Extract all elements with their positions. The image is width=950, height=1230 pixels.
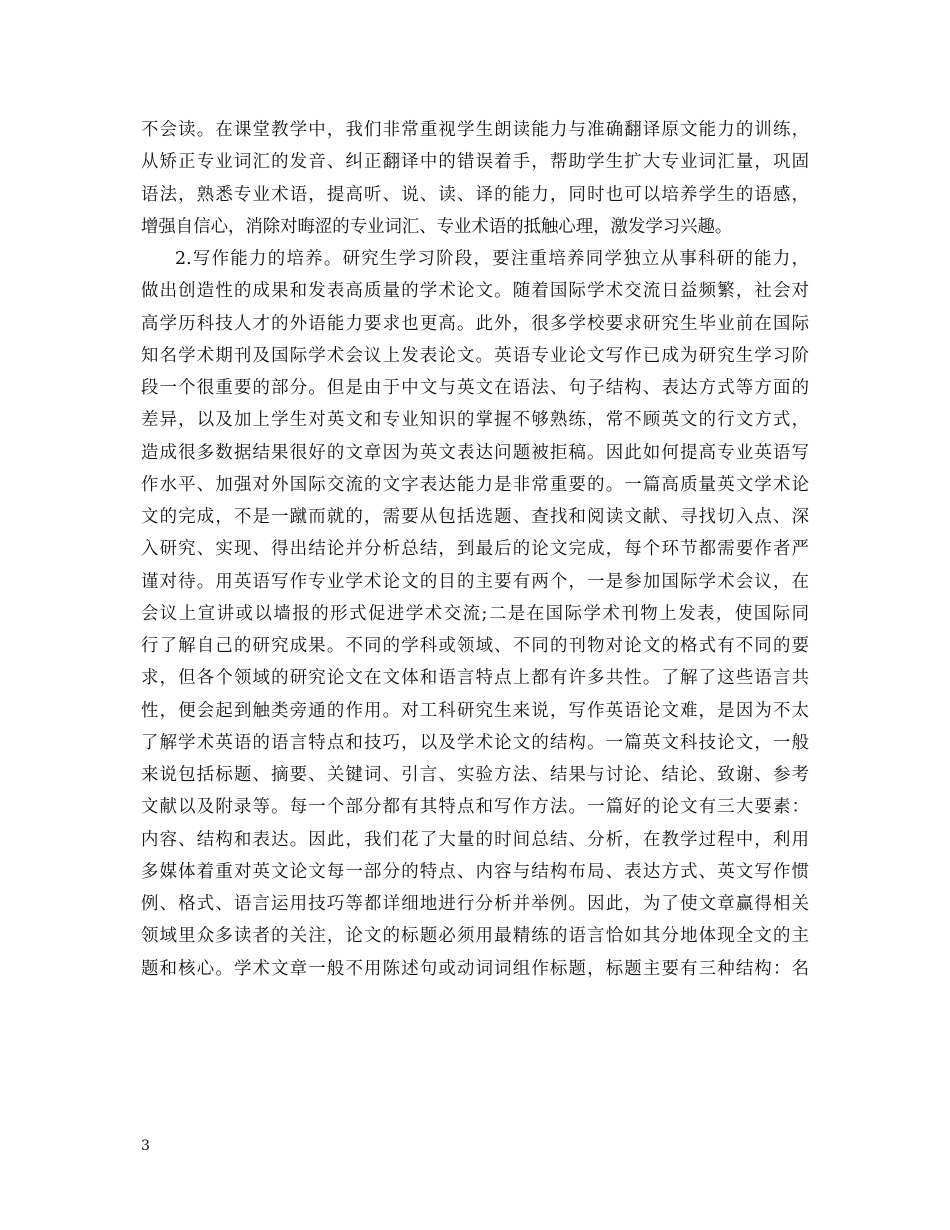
text-line: 行了解自己的研究成果。不同的学科或领域、不同的刊物对论文的格式有不同的要 [141, 636, 809, 656]
text-line: 从矫正专业词汇的发音、纠正翻译中的错误着手，帮助学生扩大专业词汇量，巩固 [141, 152, 809, 173]
text-line: 会议上宣讲或以墙报的形式促进学术交流;二是在国际学术刊物上发表，使国际同 [141, 603, 809, 624]
text-line: 段一个很重要的部分。但是由于中文与英文在语法、句子结构、表达方式等方面的 [141, 378, 809, 398]
text-line: 语法，熟悉专业术语，提高听、说、读、译的能力，同时也可以培养学生的语感， [141, 184, 809, 205]
text-line: 来说包括标题、摘要、关键词、引言、实验方法、结果与讨论、结论、致谢、参考 [141, 765, 809, 785]
text-line: 不会读。在课堂教学中，我们非常重视学生朗读能力与准确翻译原文能力的训练， [141, 120, 809, 140]
text-line: 题和核心。学术文章一般不用陈述句或动词词组作标题，标题主要有三种结构：名 [141, 958, 809, 979]
text-line: 求，但各个领域的研究论文在文体和语言特点上都有许多共性。了解了这些语言共 [141, 668, 809, 689]
text-line: 差异，以及加上学生对英文和专业知识的掌握不够熟练，常不顾英文的行文方式， [141, 410, 809, 431]
body-text [141, 114, 809, 985]
text-line: 高学历科技人才的外语能力要求也更高。此外，很多学校要求研究生毕业前在国际 [141, 313, 809, 334]
text-line: 例、格式、语言运用技巧等都详细地进行分析并举例。因此，为了使文章赢得相关 [141, 894, 809, 914]
text-line: 入研究、实现、得出结论并分析总结，到最后的论文完成，每个环节都需要作者严 [141, 539, 809, 560]
text-line: 领域里众多读者的关注，论文的标题必须用最精练的语言恰如其分地体现全文的主 [141, 926, 809, 947]
text-line: 性，便会起到触类旁通的作用。对工科研究生来说，写作英语论文难，是因为不太 [141, 700, 809, 721]
text-line: 知名学术期刊及国际学术会议上发表论文。英语专业论文写作已成为研究生学习阶 [141, 345, 809, 366]
text-line: 增强自信心，消除对晦涩的专业词汇、专业术语的抵触心理，激发学习兴趣。 [141, 216, 733, 237]
text-line: 多媒体着重对英文论文每一部分的特点、内容与结构布局、表达方式、英文写作惯 [141, 861, 809, 882]
text-line: 造成很多数据结果很好的文章因为英文表达问题被拒稿。因此如何提高专业英语写 [141, 442, 809, 463]
text-line: 2.写作能力的培养。研究生学习阶段，要注重培养同学独立从事科研的能力， [175, 249, 809, 269]
text-line: 谨对待。用英语写作专业学术论文的目的主要有两个，一是参加国际学术会议，在 [141, 571, 809, 592]
text-line: 了解学术英语的语言特点和技巧，以及学术论文的结构。一篇英文科技论文，一般 [141, 732, 809, 753]
text-line: 做出创造性的成果和发表高质量的学术论文。随着国际学术交流日益频繁，社会对 [141, 281, 809, 302]
text-line: 作水平、加强对外国际交流的文字表达能力是非常重要的。一篇高质量英文学术论 [141, 474, 809, 495]
text-line: 文献以及附录等。每一个部分都有其特点和写作方法。一篇好的论文有三大要素： [141, 797, 809, 818]
page-number: 3 [141, 1138, 150, 1154]
text-line: 内容、结构和表达。因此，我们花了大量的时间总结、分析，在教学过程中，利用 [141, 829, 809, 850]
text-line: 文的完成，不是一蹴而就的，需要从包括选题、查找和阅读文献、寻找切入点、深 [141, 507, 809, 527]
